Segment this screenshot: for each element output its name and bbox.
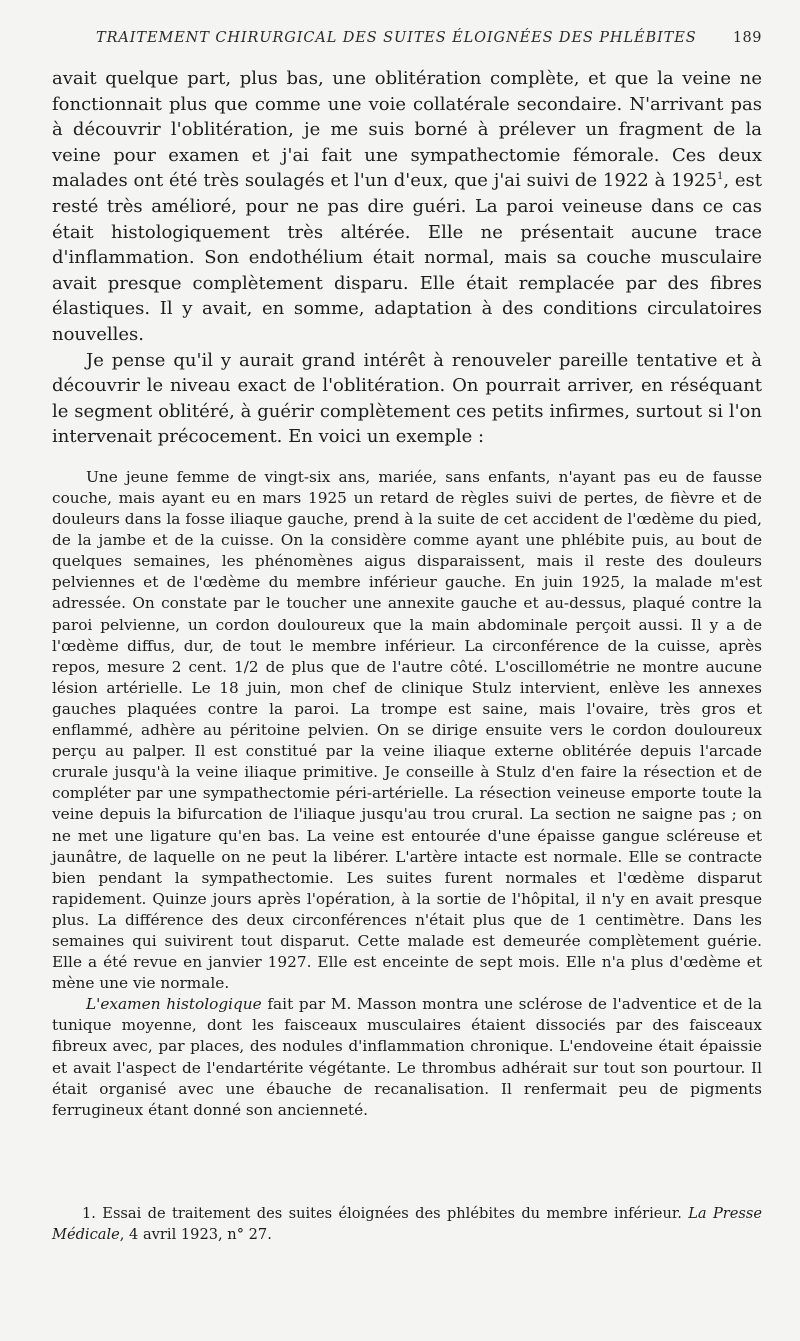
case-paragraph-2-text: fait par M. Masson montra une sclérose de l'adventice et de la tunique moyenne, dont les faisceaux musculaires étaient dissociés par des faisceaux fibreux avec, par places, des nodules d'inflammation chronique. L'endoveine était épaissie et avait l'aspect de l'endartérite végétante. Le thrombus adhérait sur tout son pourtour. Il était organisé avec une ébauche de recanalisation. Il renfermait peu de pigments ferrugineux étant donné son ancienneté.	[52, 995, 762, 1119]
case-paragraph-2-italic: L'examen histologique	[86, 995, 262, 1014]
footnote-1	[52, 1203, 762, 1245]
footnote-journal: La Presse Médicale	[52, 1205, 763, 1243]
paragraph-1	[52, 66, 762, 348]
paragraph-2: Je pense qu'il y aurait grand intérêt à renouveler pareille tentative et à découvrir le niveau exact de l'oblitération. On pourrait arriver, en réséquant le segment oblitéré, à guérir complètement ces petits infirmes, surtout si l'on intervenait précocement. En voici un exemple :	[52, 349, 762, 448]
main-text	[52, 66, 762, 450]
paragraph-1-part-b: , est resté très amélioré, pour ne pas dire guéri. La paroi veineuse dans ce cas était histologiquement très altérée. Elle ne présentait aucune trace d'inflammation. Son endothélium était normal, mais sa couche musculaire avait presque complètement disparu. Elle était remplacée par des fibres élastiques. Il y avait, en somme, adaptation à des conditions circulatoires nouvelles.	[52, 170, 762, 345]
footnote-number: 1.	[82, 1205, 96, 1222]
case-paragraph-1: Une jeune femme de vingt-six ans, mariée, sans enfants, n'ayant pas eu de fausse couche, mais ayant eu en mars 1925 un retard de règles suivi de pertes, de fièvre et de douleurs dans la fosse iliaque gauche, prend à la suite de cet accident de l'œdème du pied, de la jambe et de la cuisse. On la considère comme ayant une phlébite puis, au bout de quelques semaines, les phénomènes aigus disparaissent, mais il reste des douleurs pelviennes et de l'œdème du membre inférieur gauche. En juin 1925, la malade m'est adressée. On constate par le toucher une annexite gauche et au-dessus, plaqué contre la paroi pelvienne, un cordon douloureux que la main abdominale perçoit aussi. Il y a de l'œdème diffus, dur, de tout le membre inférieur. La circonférence de la cuisse, après repos, mesure 2 cent. 1/2 de plus que de l'autre côté. L'oscillométrie ne montre aucune lésion artérielle. Le 18 juin, mon chef de clinique Stulz intervient, enlève les annexes gauches plaquées contre la paroi. La trompe est saine, mais l'ovaire, très gros et enflammé, adhère au péritoine pelvien. On se dirige ensuite vers le cordon douloureux perçu au palper. Il est constitué par la veine iliaque externe oblitérée depuis l'arcade crurale jusqu'à la veine iliaque primitive. Je conseille à Stulz d'en faire la résection et de compléter par une sympathectomie péri-artérielle. La résection veineuse emporte toute la veine depuis la bifurcation de l'iliaque jusqu'au trou crural. La section ne saigne pas ; on ne met une ligature qu'en bas. La veine est entourée d'une épaisse gangue scléreuse et jaunâtre, de laquelle on ne peut la libérer. L'artère intacte est normale. Elle se contracte bien pendant la sympathectomie. Les suites furent normales et l'œdème disparut rapidement. Quinze jours après l'opération, à la sortie de l'hôpital, il n'y en avait presque plus. La différence des deux circonférences n'était plus que de 1 centimètre. Dans les semaines qui suivirent tout disparut. Cette malade est demeurée complètement guérie. Elle a été revue en janvier 1927. Elle est enceinte de sept mois. Elle n'a plus d'œdème et mène une vie normale.	[52, 467, 762, 993]
running-head-title: TRAITEMENT CHIRURGICAL DES SUITES ÉLOIGNÉES DES PHLÉBITES	[96, 30, 697, 46]
footnote-text-b: , 4 avril 1923, n° 27.	[119, 1226, 272, 1243]
footnote	[52, 1203, 762, 1245]
page-number: 189	[732, 30, 762, 46]
case-report	[52, 467, 762, 1121]
footnote-text-a: Essai de traitement des suites éloignées des phlébites du membre inférieur.	[95, 1205, 689, 1222]
footnote-reference: 1	[716, 171, 724, 183]
running-head	[96, 30, 762, 46]
paragraph-1-part-a: avait quelque part, plus bas, une oblitération complète, et que la veine ne fonctionnait plus que comme une voie collatérale secondaire. N'arrivant pas à découvrir l'oblitération, je me suis borné à prélever un fragment de la veine pour examen et j'ai fait une sympathectomie fémorale. Ces deux malades ont été très soulagés et l'un d'eux, que j'ai suivi de 1922 à 1925	[52, 68, 762, 192]
case-paragraph-2	[52, 994, 762, 1121]
